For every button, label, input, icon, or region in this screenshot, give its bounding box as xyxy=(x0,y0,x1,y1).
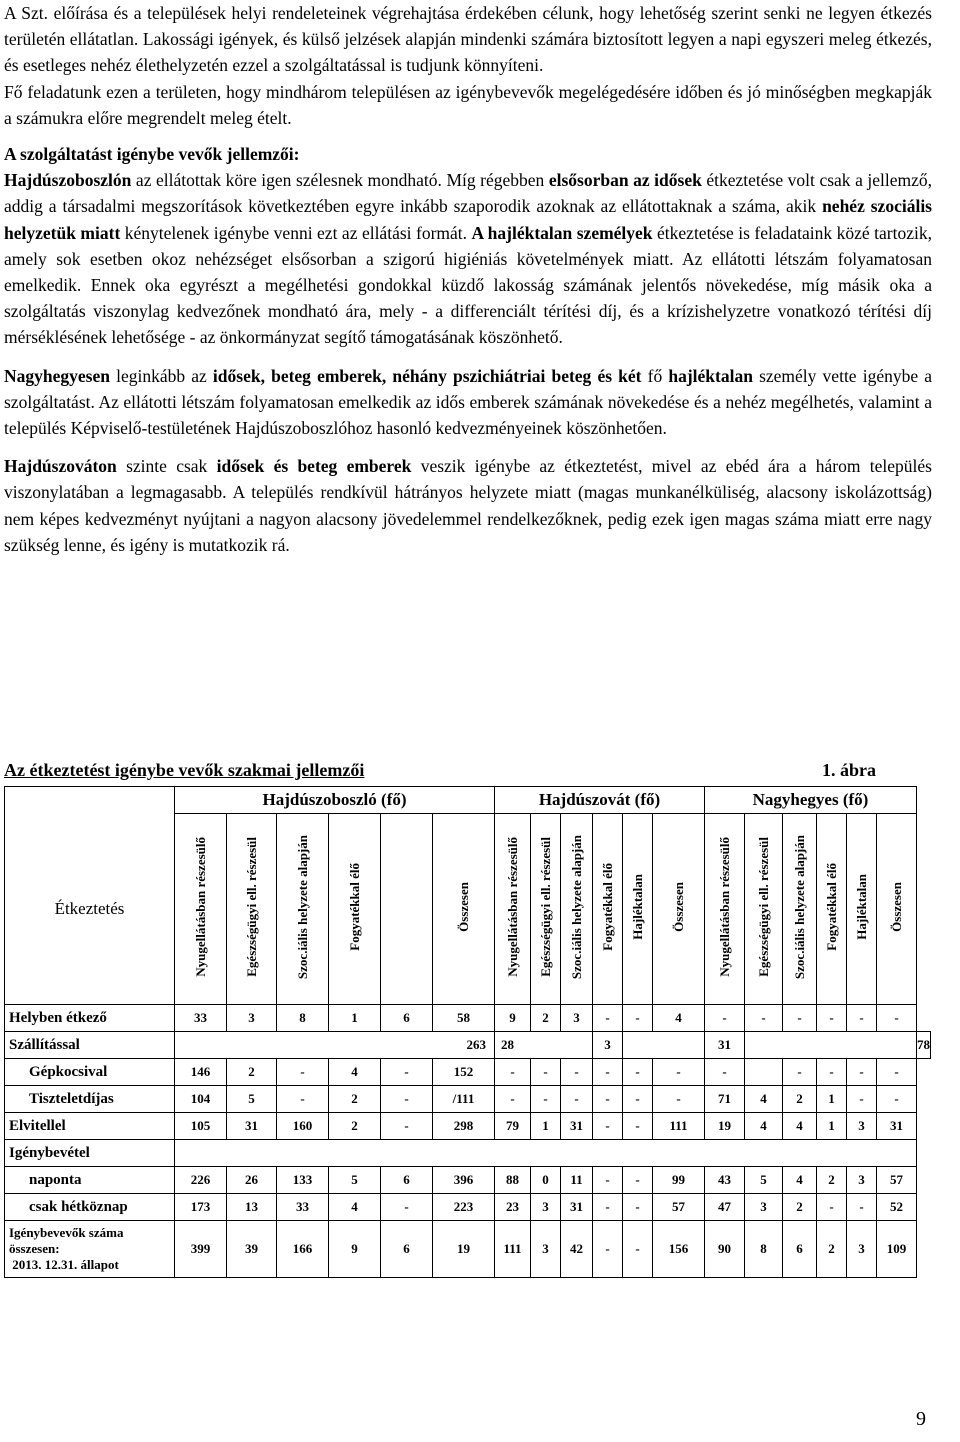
table-cell: 2 xyxy=(531,1005,561,1032)
table-cell: 3 xyxy=(561,1005,593,1032)
table-cell: 47 xyxy=(705,1194,745,1221)
paragraph-intro: A Szt. előírása és a települések helyi rendeleteinek végrehajtása érdekében célunk, hogy lehetőség szerint senki ne legyen étkezés területén ellátatlan. Lakossági igények, és külső jelzések alapján mindenki számára biztosított legyen a napi egyszeri meleg étkezés, és esetleges nehéz élethelyzetén ezzel a szolgáltatással is tudjunk könnyíteni. xyxy=(4,3,932,76)
table-cell: 2 xyxy=(783,1194,817,1221)
table-cell: - xyxy=(623,1113,653,1140)
table-cell: - xyxy=(561,1059,593,1086)
table-cell: 223 xyxy=(433,1194,495,1221)
table-cell: 43 xyxy=(705,1167,745,1194)
column-header-blank xyxy=(381,814,433,1005)
table-cell: - xyxy=(593,1059,623,1086)
group-header-nagyhegyes: Nagyhegyes (fő) xyxy=(705,787,917,814)
table-cell: - xyxy=(495,1086,531,1113)
table-cell: - xyxy=(381,1086,433,1113)
table-cell: - xyxy=(623,1086,653,1113)
table-cell: 31 xyxy=(561,1194,593,1221)
table-cell: 111 xyxy=(653,1113,705,1140)
table-cell: 3 xyxy=(227,1005,277,1032)
table-cell: 4 xyxy=(329,1059,381,1086)
table-cell: - xyxy=(653,1086,705,1113)
table-cell: - xyxy=(277,1059,329,1086)
table-cell: - xyxy=(653,1059,705,1086)
table-cell: 28 xyxy=(495,1032,593,1059)
table-cell: - xyxy=(593,1221,623,1278)
table-cell: - xyxy=(847,1059,877,1086)
column-header: Hajléktalan xyxy=(847,814,877,1005)
table-cell: 109 xyxy=(877,1221,917,1278)
table-cell: 23 xyxy=(495,1194,531,1221)
table-cell: 4 xyxy=(745,1113,783,1140)
table-cell: 57 xyxy=(877,1167,917,1194)
table-cell: - xyxy=(705,1005,745,1032)
column-header: Összesen xyxy=(653,814,705,1005)
table-cell: 3 xyxy=(531,1221,561,1278)
table-cell: 19 xyxy=(433,1221,495,1278)
row-label: Gépkocsival xyxy=(5,1059,175,1086)
column-header: Szoc.iális helyzete alapján xyxy=(783,814,817,1005)
paragraph-hajduszovat: Hajdúszováton szinte csak idősek és beteg emberek veszik igénybe az étkeztetést, mivel az ebéd ára a három település viszonylatában a legmagasabb. A település rendkívül hátrányos helyzete miatt (magas munkanélküliség, alacsony iskolázottság) nem képes kedvezményt nyújtani a nagyon alacsony jövedelemmel rendelkezőknek, pedig ezek igen magas száma miatt erre nagy szükség lenne, és igény is mutatkozik rá. xyxy=(4,456,932,555)
table-cell: 9 xyxy=(329,1221,381,1278)
table-row-tiszteletdij xyxy=(5,1086,931,1113)
column-header: Nyugellátásban részesülő xyxy=(495,814,531,1005)
table-cell: 42 xyxy=(561,1221,593,1278)
group-header-hajduszoboszlo: Hajdúszoboszló (fő) xyxy=(175,787,495,814)
table-cell: - xyxy=(877,1059,917,1086)
table-cell: 9 xyxy=(495,1005,531,1032)
table-cell: - xyxy=(847,1194,877,1221)
table-cell: 3 xyxy=(593,1032,623,1059)
table-cell: 226 xyxy=(175,1167,227,1194)
table-cell: 146 xyxy=(175,1059,227,1086)
section-heading: A szolgáltatást igénybe vevők jellemzői: xyxy=(4,144,300,165)
table-cell: 0 xyxy=(531,1167,561,1194)
table-cell: 78 xyxy=(917,1032,931,1059)
table-cell: 3 xyxy=(745,1194,783,1221)
table-cell: 5 xyxy=(745,1167,783,1194)
table-caption xyxy=(4,760,932,781)
column-header: Szoc.iális helyzete alapján xyxy=(561,814,593,1005)
row-label: Helyben étkező xyxy=(5,1005,175,1032)
table-cell: 6 xyxy=(381,1221,433,1278)
row-label: Tiszteletdíjas xyxy=(5,1086,175,1113)
table-cell: 8 xyxy=(277,1005,329,1032)
table-cell: - xyxy=(381,1113,433,1140)
table-row-szallitas xyxy=(5,1032,931,1059)
table-cell: 31 xyxy=(227,1113,277,1140)
table-cell: - xyxy=(705,1059,745,1086)
table-row-elvitel xyxy=(5,1113,931,1140)
table-cell: 104 xyxy=(175,1086,227,1113)
table-cell: 173 xyxy=(175,1194,227,1221)
table-cell: 99 xyxy=(653,1167,705,1194)
table-cell: 4 xyxy=(653,1005,705,1032)
table-cell: - xyxy=(531,1059,561,1086)
statistics-table xyxy=(4,786,931,1278)
table-row-igenybevetel xyxy=(5,1140,931,1167)
table-cell: 156 xyxy=(653,1221,705,1278)
table-cell: 4 xyxy=(783,1113,817,1140)
table-cell: 166 xyxy=(277,1221,329,1278)
column-header: Egészségügyi ell. részesül xyxy=(745,814,783,1005)
table-cell: 58 xyxy=(433,1005,495,1032)
column-header: Fogyatékkal élő xyxy=(817,814,847,1005)
row-label: Igénybevevők száma összesen: 2013. 12.31. állapot xyxy=(5,1221,175,1278)
table-cell: /111 xyxy=(433,1086,495,1113)
table-cell: 6 xyxy=(381,1167,433,1194)
column-header: Fogyatékkal élő xyxy=(593,814,623,1005)
table-cell: 2 xyxy=(817,1221,847,1278)
table-cell: 33 xyxy=(277,1194,329,1221)
table-cell: 396 xyxy=(433,1167,495,1194)
column-header: Szoc.iális helyzete alapján xyxy=(277,814,329,1005)
table-cell: 3 xyxy=(847,1221,877,1278)
table-row-hetkoznap xyxy=(5,1194,931,1221)
table-cell: 160 xyxy=(277,1113,329,1140)
table-cell: - xyxy=(561,1086,593,1113)
table-cell: - xyxy=(877,1005,917,1032)
table-cell: - xyxy=(623,1194,653,1221)
document-body xyxy=(4,0,932,558)
table-cell: 39 xyxy=(227,1221,277,1278)
table-cell: 90 xyxy=(705,1221,745,1278)
table-cell: - xyxy=(783,1005,817,1032)
table-cell: 5 xyxy=(227,1086,277,1113)
table-cell: - xyxy=(593,1005,623,1032)
table-cell: 2 xyxy=(329,1113,381,1140)
table-cell: 19 xyxy=(705,1113,745,1140)
table-cell: 2 xyxy=(329,1086,381,1113)
table-cell: - xyxy=(277,1086,329,1113)
row-label: naponta xyxy=(5,1167,175,1194)
column-header: Nyugellátásban részesülő xyxy=(705,814,745,1005)
corner-cell xyxy=(5,787,175,814)
table-cell: - xyxy=(593,1086,623,1113)
table-cell: 31 xyxy=(877,1113,917,1140)
table-cell: - xyxy=(877,1086,917,1113)
table-cell: 1 xyxy=(531,1113,561,1140)
table-cell: - xyxy=(593,1167,623,1194)
table-cell: 88 xyxy=(495,1167,531,1194)
column-header: Nyugellátásban részesülő xyxy=(175,814,227,1005)
table-cell: - xyxy=(495,1059,531,1086)
table-cell xyxy=(623,1032,705,1059)
table-cell xyxy=(745,1032,917,1059)
table-cell: 1 xyxy=(817,1113,847,1140)
table-cell: 57 xyxy=(653,1194,705,1221)
table-cell: - xyxy=(817,1059,847,1086)
table-cell: 2 xyxy=(817,1167,847,1194)
row-label: csak hétköznap xyxy=(5,1194,175,1221)
table-cell: 8 xyxy=(745,1221,783,1278)
table-cell: 399 xyxy=(175,1221,227,1278)
table-cell: - xyxy=(745,1005,783,1032)
table-cell: 133 xyxy=(277,1167,329,1194)
table-cell: 111 xyxy=(495,1221,531,1278)
table-cell: - xyxy=(623,1005,653,1032)
paragraph-main-task: Fő feladatunk ezen a területen, hogy mindhárom településen az igénybevevők megelégedésére időben és jó minőségben megkapják a számukra előre megrendelt meleg ételt. xyxy=(4,81,932,128)
table-cell: 3 xyxy=(531,1194,561,1221)
page-number: 9 xyxy=(916,1408,926,1430)
table-cell: 5 xyxy=(329,1167,381,1194)
table-cell: - xyxy=(623,1221,653,1278)
table-cell: - xyxy=(593,1194,623,1221)
table-cell: 1 xyxy=(329,1005,381,1032)
table-cell: 6 xyxy=(381,1005,433,1032)
table-cell: 79 xyxy=(495,1113,531,1140)
table-cell: 33 xyxy=(175,1005,227,1032)
paragraph-hajduszoboszlo: Hajdúszoboszlón az ellátottak köre igen szélesnek mondható. Míg régebben elsősorban az idősek étkeztetése volt csak a jellemző, addig a társadalmi megszorítások következtében egyre inkább szaporodik azoknak az ellátottaknak a száma, akik nehéz szociális helyzetük miatt kénytelenek igénybe venni ezt az ellátási formát. A hajléktalan személyek étkeztetése is feladataink közé tartozik, amely sok esetben okoz nehézséget elsősorban a szigorú higiéniás követelmények miatt. Az ellátotti létszám folyamatosan emelkedik. Ennek oka egyrészt a megélhetési gondokkal küzdő lakosság számának jelentős növekedése, míg másik oka a szolgáltatás viszonylag kedvezőnek mondható ára, mely - a differenciált térítési díj, és a krízishelyzetre vonatkozó térítési díj mérséklésének lehetősége - az önkormányzat segítő támogatásának köszönhető. xyxy=(4,170,933,348)
table-cell: - xyxy=(783,1059,817,1086)
table-row-naponta xyxy=(5,1167,931,1194)
table-cell: 11 xyxy=(561,1167,593,1194)
table-cell: 31 xyxy=(561,1113,593,1140)
group-header-hajduszovat: Hajdúszovát (fő) xyxy=(495,787,705,814)
column-header: Összesen xyxy=(433,814,495,1005)
table-cell: - xyxy=(623,1167,653,1194)
table-title: Az étkeztetést igénybe vevők szakmai jellemzői xyxy=(4,760,365,780)
table-cell: - xyxy=(817,1194,847,1221)
column-header: Fogyatékkal élő xyxy=(329,814,381,1005)
paragraph-nagyhegyes: Nagyhegyesen leginkább az idősek, beteg emberek, néhány pszichiátriai beteg és két fő hajléktalan személy vette igénybe a szolgáltatást. Az ellátotti létszám folyamatosan emelkedik az idős emberek számának növekedése és a nehéz megélhetés, valamint a település Képviselő-testületének Hajdúszoboszlóhoz hasonló kedvezményeinek köszönhetően. xyxy=(4,365,933,439)
column-header: Hajléktalan xyxy=(623,814,653,1005)
figure-number: 1. ábra xyxy=(822,760,876,780)
table-cell: - xyxy=(847,1086,877,1113)
column-header: Egészségügyi ell. részesül xyxy=(531,814,561,1005)
table-row-osszesen xyxy=(5,1221,931,1278)
table-cell: 152 xyxy=(433,1059,495,1086)
table-row-gepkocsi xyxy=(5,1059,931,1086)
column-header: Egészségügyi ell. részesül xyxy=(227,814,277,1005)
table-cell: 13 xyxy=(227,1194,277,1221)
table-cell: 1 xyxy=(817,1086,847,1113)
table-cell: - xyxy=(817,1005,847,1032)
table-cell: 26 xyxy=(227,1167,277,1194)
table-cell: - xyxy=(381,1059,433,1086)
row-label: Igénybevétel xyxy=(5,1140,175,1167)
table-cell: 263 xyxy=(175,1032,495,1059)
table-cell xyxy=(175,1140,917,1167)
table-cell: - xyxy=(847,1005,877,1032)
table-cell: 71 xyxy=(705,1086,745,1113)
row-header-etkeztetes: Étkeztetés xyxy=(5,814,175,1005)
table-cell: 3 xyxy=(847,1167,877,1194)
table-cell xyxy=(745,1059,783,1086)
table-cell: 4 xyxy=(745,1086,783,1113)
table-cell: 52 xyxy=(877,1194,917,1221)
row-label: Szállítással xyxy=(5,1032,175,1059)
table-cell: 2 xyxy=(783,1086,817,1113)
column-header: Összesen xyxy=(877,814,917,1005)
table-cell: - xyxy=(531,1086,561,1113)
table-row-helyben xyxy=(5,1005,931,1032)
table-cell: - xyxy=(381,1194,433,1221)
table-cell: 2 xyxy=(227,1059,277,1086)
table-cell: 105 xyxy=(175,1113,227,1140)
row-label: Elvitellel xyxy=(5,1113,175,1140)
table-cell: 4 xyxy=(329,1194,381,1221)
table-cell: - xyxy=(593,1113,623,1140)
table-cell: 6 xyxy=(783,1221,817,1278)
table-cell: 31 xyxy=(705,1032,745,1059)
table-cell: - xyxy=(623,1059,653,1086)
table-cell: 298 xyxy=(433,1113,495,1140)
table-cell: 3 xyxy=(847,1113,877,1140)
table-cell: 4 xyxy=(783,1167,817,1194)
